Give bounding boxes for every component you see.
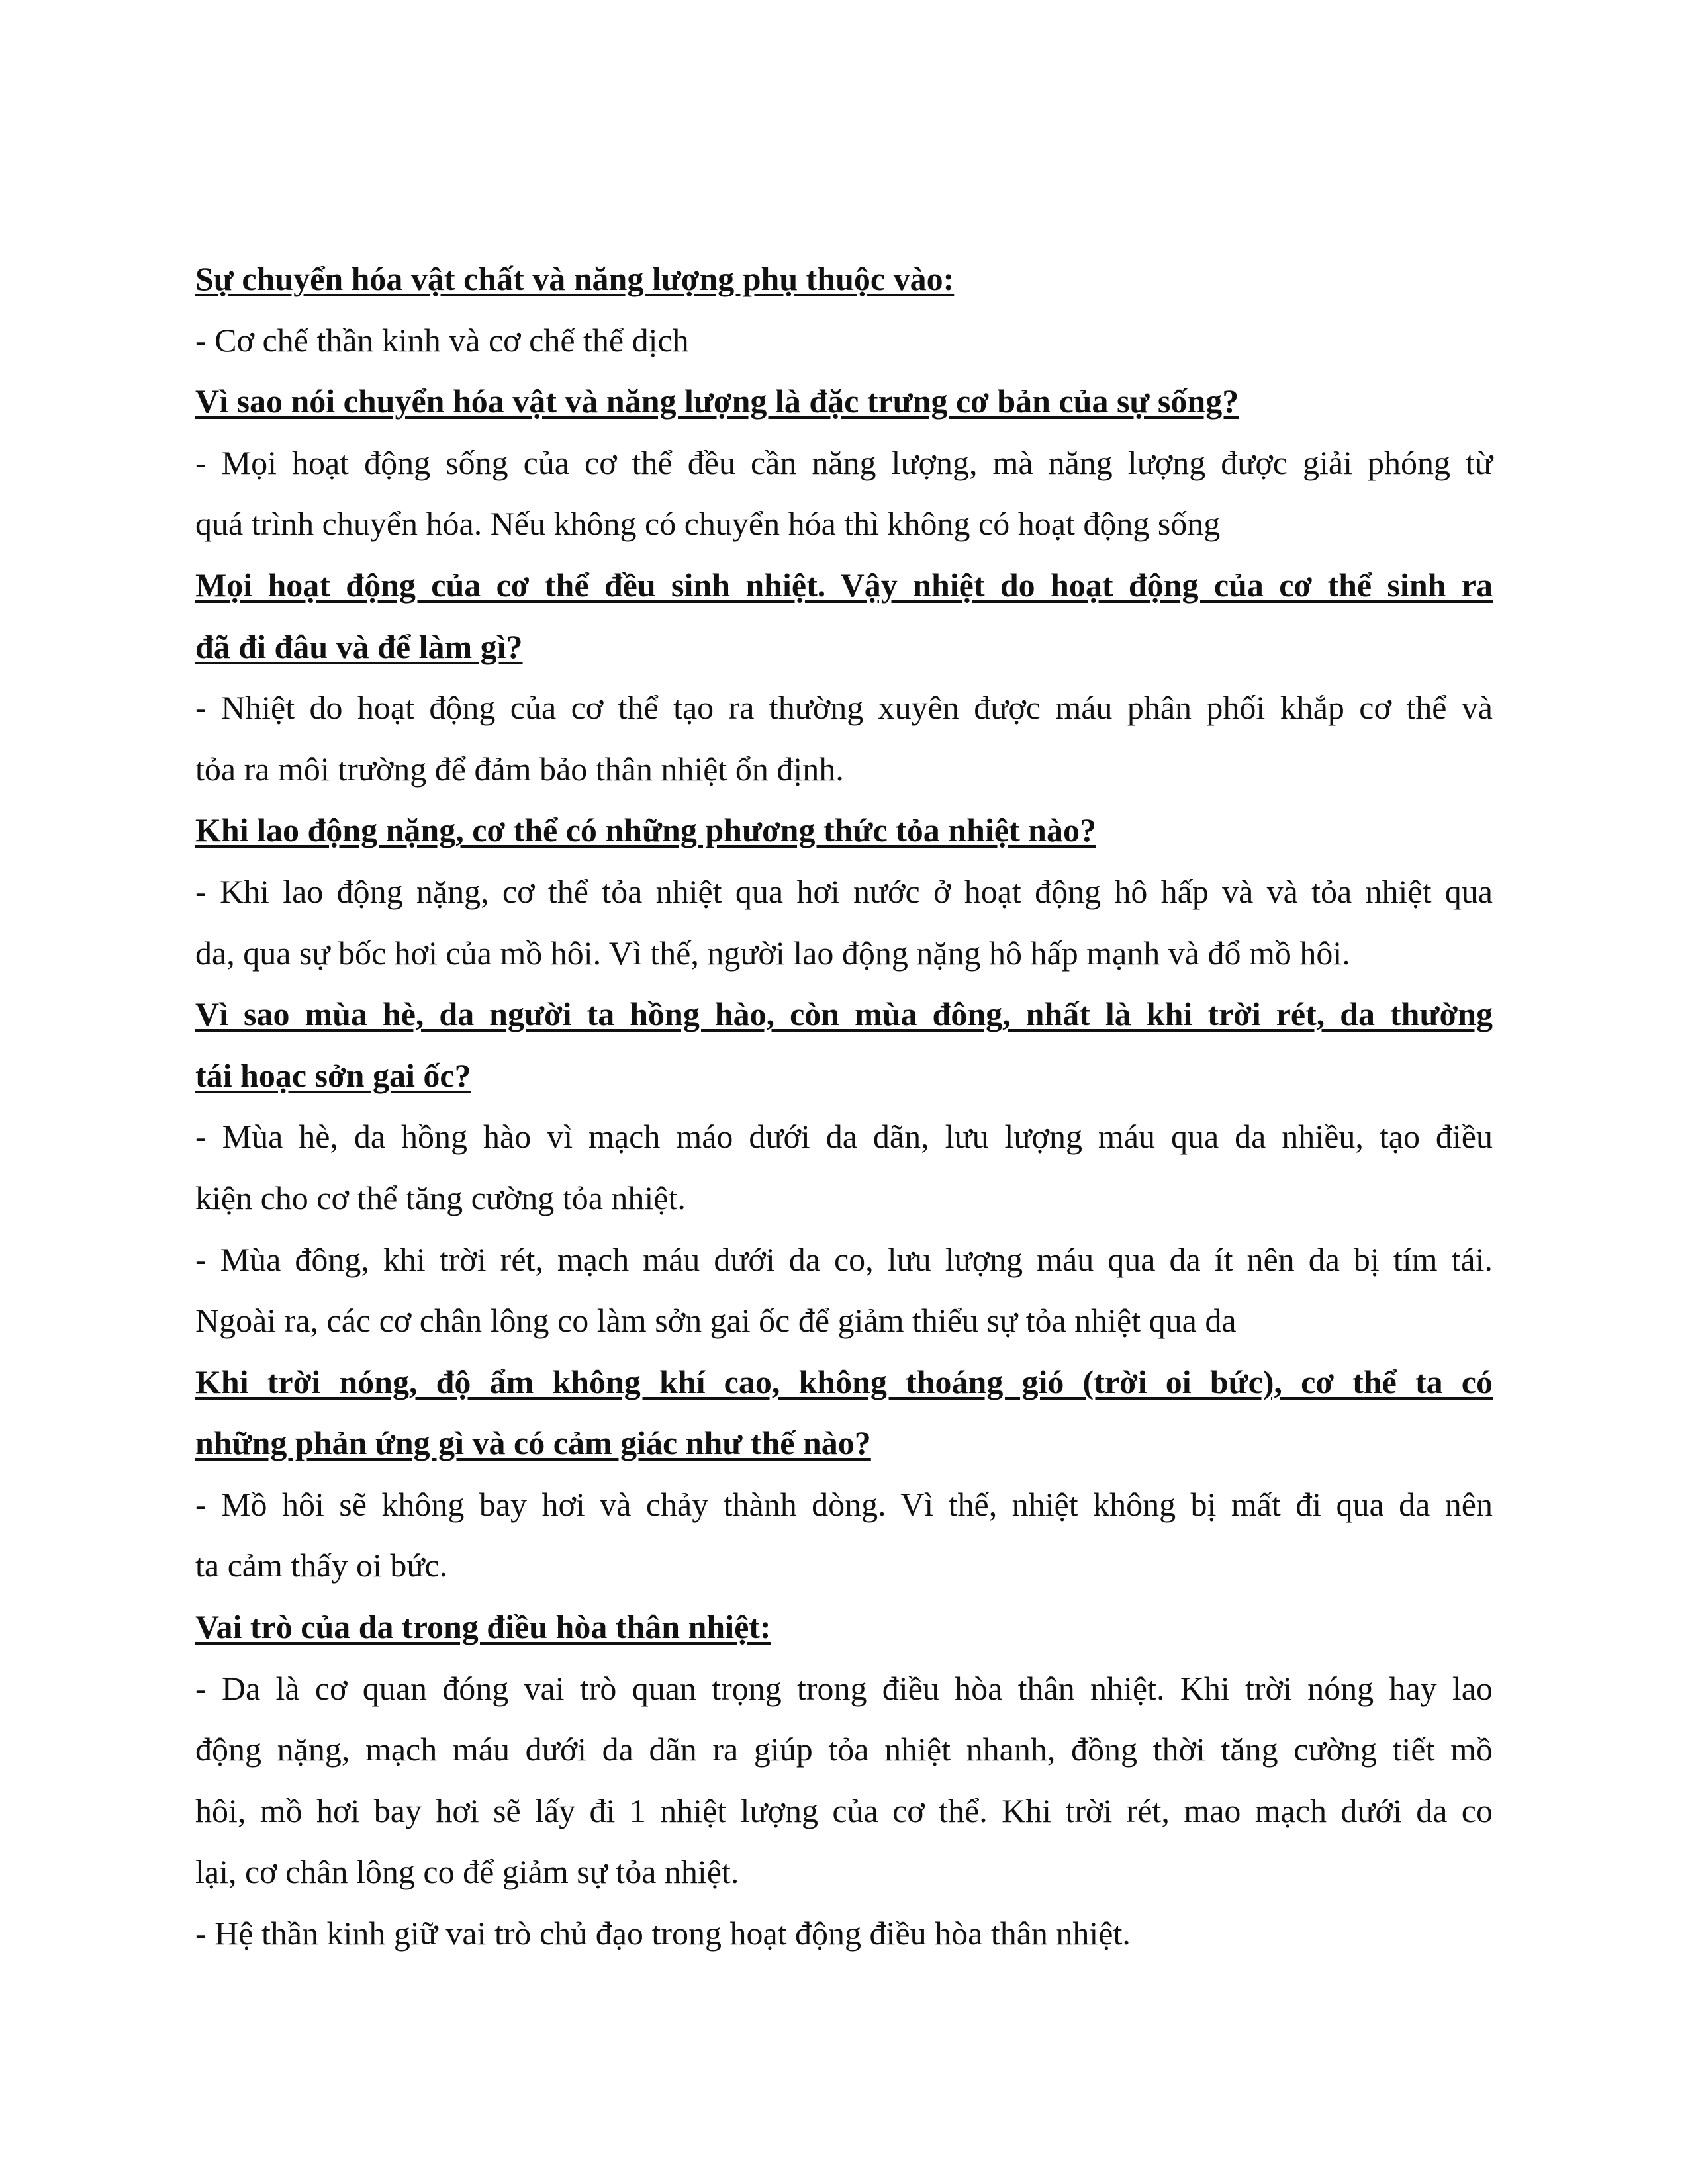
answer-line: - Da là cơ quan đóng vai trò quan trọng trong điều hòa thân nhiệt. Khi trời nóng hay lao: [195, 1669, 1493, 1707]
question-heading: Vai trò của da trong điều hòa thân nhiệt:: [195, 1608, 771, 1646]
question-heading: Vì sao nói chuyển hóa vật và năng lượng là đặc trưng cơ bản của sự sống?: [195, 383, 1239, 420]
answer-line: - Khi lao động nặng, cơ thể tỏa nhiệt qua hơi nước ở hoạt động hô hấp và và tỏa nhiệt qua: [195, 872, 1493, 910]
answer-line: - Mùa hè, da hồng hào vì mạch máo dưới da dãn, lưu lượng máu qua da nhiều, tạo điều: [195, 1118, 1493, 1156]
question-heading: Khi trời nóng, độ ẩm không khí cao, không thoáng gió (trời oi bức), cơ thể ta có: [195, 1363, 1493, 1400]
answer-line: da, qua sự bốc hơi của mồ hôi. Vì thế, người lao động nặng hô hấp mạnh và đổ mồ hôi.: [195, 934, 1350, 972]
answer-line: - Nhiệt do hoạt động của cơ thể tạo ra thường xuyên được máu phân phối khắp cơ thể và: [195, 689, 1493, 727]
document-page: [195, 248, 1493, 1964]
question-heading: những phản ứng gì và có cảm giác như thế nào?: [195, 1424, 871, 1462]
answer-line: - Cơ chế thần kinh và cơ chế thể dịch: [195, 321, 689, 359]
answer-line: tỏa ra môi trường để đảm bảo thân nhiệt ổn định.: [195, 750, 844, 788]
answer-line: động nặng, mạch máu dưới da dãn ra giúp tỏa nhiệt nhanh, đồng thời tăng cường tiết mồ: [195, 1731, 1493, 1768]
question-heading: đã đi đâu và để làm gì?: [195, 627, 523, 665]
question-heading: Vì sao mùa hè, da người ta hồng hào, còn mùa đông, nhất là khi trời rét, da thường: [195, 995, 1493, 1033]
question-heading: Sự chuyển hóa vật chất và năng lượng phụ thuộc vào:: [195, 260, 955, 297]
answer-line: kiện cho cơ thể tăng cường tỏa nhiệt.: [195, 1179, 686, 1216]
answer-line: - Mồ hôi sẽ không bay hơi và chảy thành dòng. Vì thế, nhiệt không bị mất đi qua da nên: [195, 1485, 1493, 1523]
question-heading: tái hoạc sởn gai ốc?: [195, 1056, 471, 1094]
answer-line: ta cảm thấy oi bức.: [195, 1547, 448, 1584]
answer-line: - Mọi hoạt động sống của cơ thể đều cần năng lượng, mà năng lượng được giải phóng từ: [195, 443, 1493, 481]
answer-line: - Hệ thần kinh giữ vai trò chủ đạo trong hoạt động điều hòa thân nhiệt.: [195, 1915, 1131, 1952]
question-heading: Mọi hoạt động của cơ thể đều sinh nhiệt. Vậy nhiệt do hoạt động của cơ thể sinh ra: [195, 566, 1493, 604]
answer-line: - Mùa đông, khi trời rét, mạch máu dưới da co, lưu lượng máu qua da ít nên da bị tím tái.: [195, 1240, 1493, 1278]
answer-line: Ngoài ra, các cơ chân lông co làm sởn gai ốc để giảm thiểu sự tỏa nhiệt qua da: [195, 1302, 1237, 1340]
answer-line: quá trình chuyển hóa. Nếu không có chuyển hóa thì không có hoạt động sống: [195, 505, 1221, 543]
answer-line: hôi, mồ hơi bay hơi sẽ lấy đi 1 nhiệt lượng của cơ thể. Khi trời rét, mao mạch dưới da co: [195, 1792, 1493, 1829]
question-heading: Khi lao động nặng, cơ thể có những phương thức tỏa nhiệt nào?: [195, 811, 1096, 849]
answer-line: lại, cơ chân lông co để giảm sự tỏa nhiệt.: [195, 1853, 739, 1891]
